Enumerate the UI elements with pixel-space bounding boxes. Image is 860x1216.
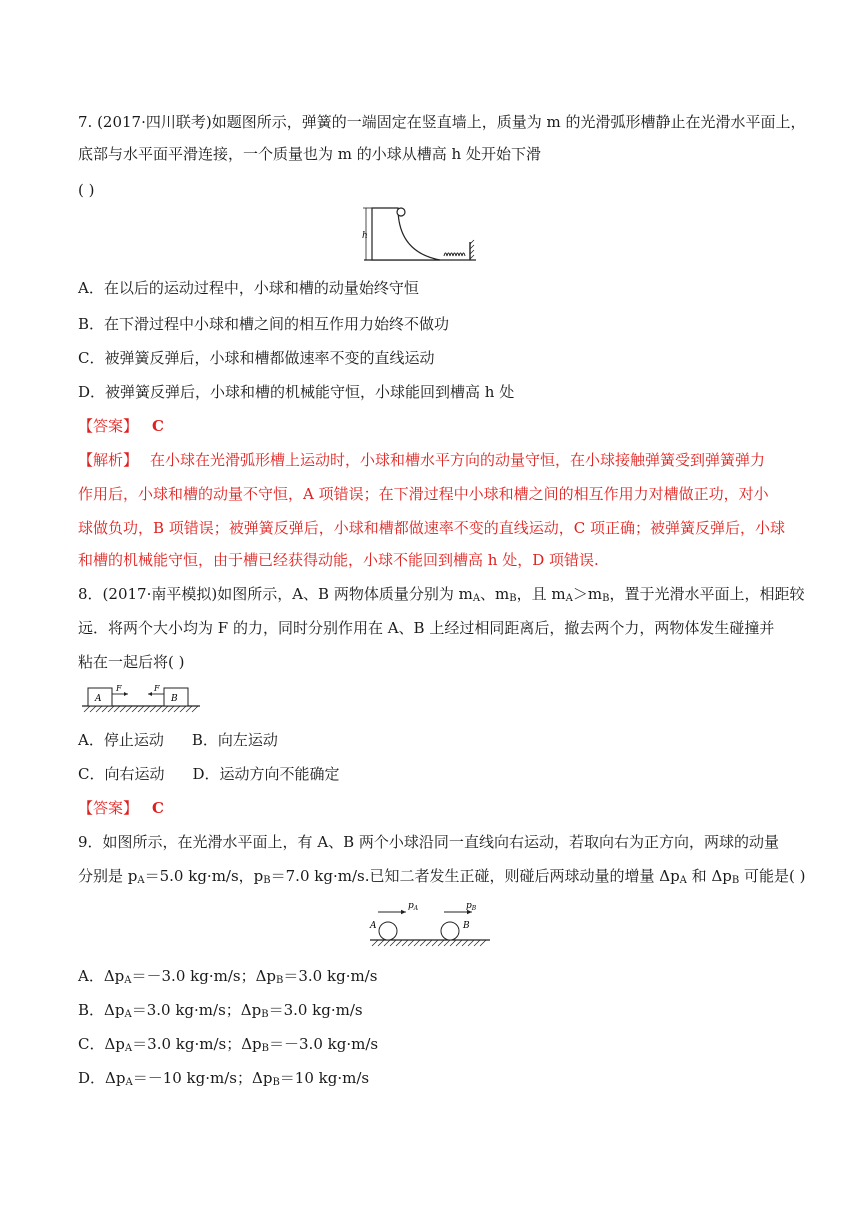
- q8-option-c: C．向右运动: [78, 765, 165, 783]
- q9-stem-line1: 9．如图所示，在光滑水平面上，有 A、B 两个小球沿同一直线向右运动，若取向右为正方向，两球的动量: [78, 833, 779, 851]
- q8-option-d: D．运动方向不能确定: [192, 765, 340, 783]
- q7-answer-tag: 【答案】: [78, 417, 139, 435]
- q9-stem-line2: 分别是 $p_A=5.0$ kg·m/s，$p_B=7.0$ kg·m/s.已知二者发生正碰，则碰后两球动量的增量 $\Delta p_A$ 和 $\Delta p_B$ 可能是( ): [78, 867, 806, 886]
- q7-figure: [360, 202, 480, 266]
- q7-option-c: C．被弹簧反弹后，小球和槽都做速率不变的直线运动: [78, 349, 435, 367]
- q8-fig-force-a: F: [116, 684, 122, 693]
- q8-fig-block-b: B: [171, 694, 178, 704]
- q8-options-row2: [78, 764, 784, 784]
- q8-stem-line3: 粘在一起后将( ): [78, 653, 185, 671]
- q7-answer: [78, 416, 784, 436]
- q8-answer-value: C: [152, 799, 164, 817]
- q8-answer-tag: 【答案】: [78, 799, 139, 817]
- q7-analysis-line4: 和槽的机械能守恒，由于槽已经获得动能，小球不能回到槽高 h 处，D 项错误.: [78, 551, 599, 569]
- q8-answer: [78, 798, 784, 818]
- q8-options-row1: [78, 730, 784, 750]
- q7-analysis-line1: [78, 450, 784, 470]
- q7-option-a: A．在以后的运动过程中，小球和槽的动量始终守恒: [78, 279, 419, 297]
- q9-fig-ball-a: A: [370, 921, 377, 931]
- q8-option-b: B．向左运动: [191, 731, 278, 749]
- q9-option-b: B．$\Delta p_A=3.0$ kg·m/s；$\Delta p_B=3.0$ kg·m/s: [78, 1001, 363, 1020]
- q7-answer-value: C: [152, 417, 164, 435]
- q9-option-c: C．$\Delta p_A=3.0$ kg·m/s；$\Delta p_B=-3.0$ kg·m/s: [78, 1035, 379, 1054]
- q7-option-b: B．在下滑过程中小球和槽之间的相互作用力始终不做功: [78, 315, 450, 333]
- q7-analysis-tag: 【解析】: [78, 451, 139, 469]
- q9-option-a: A．$\Delta p_A=-3.0$ kg·m/s；$\Delta p_B=3.0$ kg·m/s: [78, 967, 378, 986]
- q7-blank: ( ): [78, 181, 95, 199]
- q7-analysis-line3: 球做负功，B 项错误；被弹簧反弹后，小球和槽都做速率不变的直线运动，C 项正确；被弹簧反弹后，小球: [78, 519, 786, 537]
- q9-fig-pb: $p_B$: [466, 901, 477, 912]
- q9-figure: [364, 896, 494, 948]
- q8-stem-line1: 8．(2017·南平模拟)如图所示，A、B 两物体质量分别为 $m_A$、$m_B$，且 $m_A>m_B$，置于光滑水平面上，相距较: [78, 585, 805, 604]
- q7-analysis-line2: 作用后，小球和槽的动量不守恒，A 项错误；在下滑过程中小球和槽之间的相互作用力对槽做正功，对小: [78, 485, 769, 503]
- q7-stem-line2: 底部与水平面平滑连接，一个质量也为 m 的小球从槽高 h 处开始下滑: [78, 145, 541, 163]
- q9-fig-ball-b: B: [463, 921, 470, 931]
- q8-figure: [80, 682, 204, 716]
- q9-option-d: D．$\Delta p_A=-10$ kg·m/s；$\Delta p_B=10$ kg·m/s: [78, 1069, 370, 1088]
- q8-stem-line2: 远．将两个大小均为 F 的力，同时分别作用在 A、B 上经过相同距离后，撤去两个力，两物体发生碰撞并: [78, 619, 775, 637]
- q8-fig-force-b: F: [154, 684, 160, 693]
- q7-option-d: D．被弹簧反弹后，小球和槽的机械能守恒，小球能回到槽高 h 处: [78, 383, 515, 401]
- q7-stem-line1: 7. (2017·四川联考)如题图所示，弹簧的一端固定在竖直墙上，质量为 m 的光滑弧形槽静止在光滑水平面上，: [78, 113, 806, 131]
- q9-fig-pa: $p_A$: [408, 901, 419, 912]
- q7-analysis-text-1: 在小球在光滑弧形槽上运动时，小球和槽水平方向的动量守恒，在小球接触弹簧受到弹簧弹力: [150, 451, 766, 469]
- q8-option-a: A．停止运动: [78, 731, 164, 749]
- q8-fig-block-a: A: [95, 694, 102, 704]
- q7-fig-label-h: h: [362, 231, 368, 241]
